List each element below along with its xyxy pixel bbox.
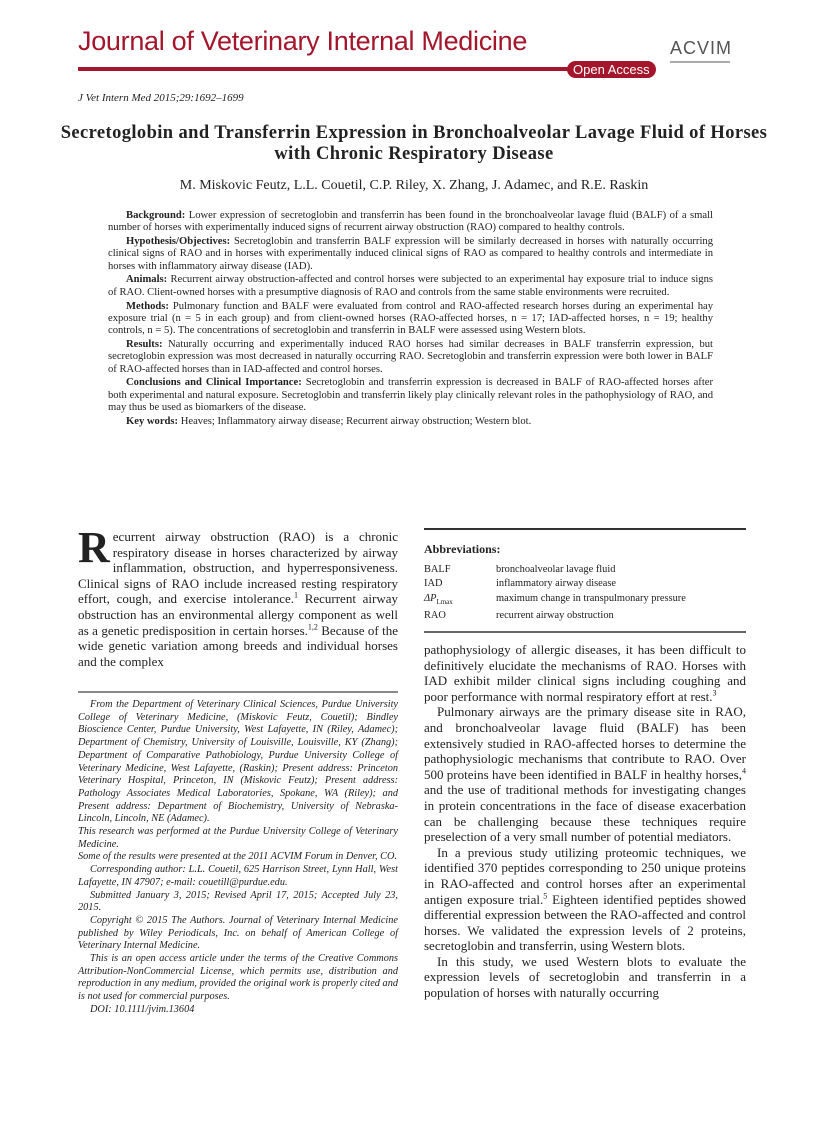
abbreviation: BALF [424, 564, 451, 575]
body-paragraph [424, 642, 746, 704]
paragraph-text: Because of the wide genetic variation among breeds and individual horses and the complex [78, 622, 398, 669]
paragraph-text: pathophysiology of allergic diseases, it has been difficult to definitively elucidate the mechanisms of RAO. Horses with IAD exhibit milder clinical signs including coughing and poor performance with normal respiratory effort at rest. [424, 642, 746, 704]
abbreviation [424, 592, 496, 609]
section-text: Heaves; Inflammatory airway disease; Recurrent airway obstruction; Western blot. [180, 415, 532, 427]
abstract-conclusions [108, 377, 713, 414]
definition: recurrent airway obstruction [496, 609, 614, 621]
section-label: Animals: [126, 274, 168, 286]
abstract-hypothesis [108, 236, 713, 273]
reference[interactable]: 5 [543, 891, 548, 901]
drop-cap: R [78, 523, 110, 572]
reference[interactable]: 3 [712, 688, 717, 698]
abstract-methods [108, 301, 713, 338]
section-label: Conclusions and Clinical Importance: [126, 377, 302, 389]
body-right-column [424, 642, 746, 1001]
footnote-presentation: Some of the results were presented at the 2011 ACVIM Forum in Denver, CO. [78, 851, 398, 863]
paragraph-text: Recurrent airway obstruction has an environmental allergy component as well as a genetic predisposition in certain horses. [78, 591, 398, 638]
citation: J Vet Intern Med 2015;29:1692–1699 [78, 92, 244, 104]
section-text: Lower expression of secretoglobin and transferrin has been found in the bronchoalveolar lavage fluid (BALF) of a small number of horses with experimentally induced signs of recurrent airway obstruction (RAO) compared to healthy controls. [108, 210, 713, 234]
reference[interactable]: 4 [742, 766, 746, 776]
paragraph-text: Pulmonary airways are the primary disease site in RAO, and bronchoalveolar lavage fluid (BALF) has been extensively studied in RAO-affected horses to determine the pathophysiologic mechanisms that contribute to RAO. Over 500 proteins have been identified in BALF in healthy horses, [424, 704, 746, 782]
paragraph-text: Eighteen identified peptides showed differential expression between the RAO-affected and control horses. We validated the expression levels of 2 proteins, secretoglobin and transferrin, using Western blots. [424, 891, 746, 954]
abbreviation-row [424, 577, 746, 591]
abstract-animals [108, 274, 713, 299]
abstract [108, 210, 713, 430]
footnote-copyright: Copyright © 2015 The Authors. Journal of Veterinary Internal Medicine published by Wiley Periodicals, Inc. on behalf of American College of Veterinary Internal Medicine. [78, 914, 398, 952]
section-label: Results: [126, 338, 163, 350]
section-label: Hypothesis/Objectives: [126, 236, 231, 248]
section-label: Key words: [126, 415, 179, 427]
section-text: Secretoglobin and transferrin BALF expression will be similarly decreased in horses with naturally occurring clinical signs of RAO and in horses with experimentally induced clinical signs of RAO as compared to healthy controls and intermediate in horses with inflammatory airway disease (IAD). [108, 236, 713, 272]
abstract-keywords [108, 416, 713, 428]
definition: inflammatory airway disease [496, 578, 617, 590]
section-label: Background: [126, 210, 186, 221]
footnote-corresponding: Corresponding author: L.L. Couetil, 625 Harrison Street, Lynn Hall, West Lafayette, IN 47907; e-mail: couetill@purdue.edu. [78, 864, 398, 888]
body-left-column [78, 523, 398, 669]
reference[interactable]: 1,2 [307, 622, 318, 632]
section-text: Naturally occurring and experimentally induced RAO horses had similar decreases in BALF transferrin expression, but secretoglobin expression was most decreased in naturally occurring RAO. Secretoglobin and transferrin expression were both lower in BALF of RAO-affected horses than in IAD-affected and control horses. [108, 338, 713, 375]
section-label: Methods: [126, 300, 169, 312]
abbreviation-row [424, 563, 746, 577]
abbreviation-row [424, 609, 746, 623]
footnote-research-site: This research was performed at the Purdue University College of Veterinary Medicine. [78, 826, 398, 850]
body-paragraph [424, 845, 746, 954]
abbreviation: IAD [424, 578, 443, 590]
journal-name: Journal of Veterinary Internal Medicine [78, 26, 528, 56]
abbreviation: RAO [424, 609, 446, 621]
section-text: Recurrent airway obstruction-affected and control horses were subjected to an experimental hay exposure trial to induce signs of RAO. Client-owned horses with a presumptive diagnosis of RAO and controls from the same stable environments were recruited. [108, 274, 713, 298]
acvim-logo-tagline [670, 61, 730, 63]
header-rule [78, 67, 568, 71]
paragraph-text: ecurrent airway obstruction (RAO) is a chronic respiratory disease in horses characterized by airway inflammation, obstruction, and hyperresponsiveness. Clinical signs of RAO include increased resting respiratory effort, cough, and exercise intolerance. [78, 529, 398, 607]
body-paragraph [424, 954, 746, 1001]
footnote-affiliations: From the Department of Veterinary Clinical Sciences, Purdue University College of Veterinary Medicine, (Miskovic Feutz, Couetil); Bindley Bioscience Center, Purdue University, West Lafayette, IN (Riley, Adamec); Department of Chemistry, University of Louisville, Louisville, KY (Zhang); Department of Comparative Pathobiology, Purdue University College of Veterinary Medicine, West Lafayette, (Raskin); Present address: Princeton Veterinary Hospital, Princeton, IN (Miskovic Feutz); Present address: Pathology Associates Medical Laboratories, Spokane, WA (Riley); and Present address: Department of Biochemistry, University of Nebraska-Lincoln, Lincoln, NE (Adamec). [78, 699, 398, 825]
footnote-divider [78, 691, 398, 693]
reference[interactable]: 1 [294, 591, 298, 601]
footnote-dates: Submitted January 3, 2015; Revised April 17, 2015; Accepted July 23, 2015. [78, 889, 398, 914]
abstract-results [108, 339, 713, 376]
abbreviations-heading: Abbreviations: [424, 542, 501, 556]
paragraph-text: and the use of traditional methods for investigating changes in protein concentrations in the face of disease exacerbation can be challenging because these techniques require preselection of a very small number of potential mediators. [424, 782, 746, 845]
body-paragraph [424, 704, 746, 844]
abbreviation-subscript: Lmax [436, 597, 453, 606]
section-text: Secretoglobin and transferrin expression is decreased in BALF of RAO-affected horses after both experimental and natural exposure. Secretoglobin and transferrin likely play clinically relevant roles in the pathophysiology of RAO, and may thus be used as biomarkers of the disease. [108, 377, 713, 413]
article-title: Secretoglobin and Transferrin Expression in Bronchoalveolar Lavage Fluid of Horses with Chronic Respiratory Disease [60, 123, 768, 164]
acvim-logo: ACVIM [670, 38, 733, 58]
intro-paragraph [78, 523, 398, 669]
definition: maximum change in transpulmonary pressure [496, 592, 686, 604]
paragraph-text: In this study, we used Western blots to evaluate the expression levels of secretoglobin and transferrin in a population of horses with naturally occurring [424, 953, 746, 1001]
footnote-license: This is an open access article under the terms of the Creative Commons Attribution-NonCommercial License, which permits use, distribution and reproduction in any medium, provided the original work is properly cited and is not used for commercial purposes. [78, 953, 398, 1003]
definition: bronchoalveolar lavage fluid [496, 564, 616, 575]
abbreviation-symbol: ΔP [424, 592, 437, 604]
abstract-background [108, 210, 713, 235]
footnote-doi[interactable]: DOI: 10.1111/jvim.13604 [90, 1003, 195, 1015]
paragraph-text: In a previous study utilizing proteomic techniques, we identified 370 peptides corresponding to 250 unique proteins in RAO-affected and control horses after an experimental antigen exposure trial. [424, 844, 746, 907]
section-text: Pulmonary function and BALF were evaluated from control and RAO-affected research horses during an experimental hay exposure trial (n = 5 in each group) and from client-owned horses (RAO-affected horses, n = 17; IAD-affected horses, n = 19; healthy controls, n = 5). The concentrations of secretoglobin and transferrin in BALF were assessed using Western blots. [108, 300, 713, 337]
open-access-badge: Open Access [567, 61, 656, 78]
footnotes [78, 699, 398, 1017]
abbreviations-box [424, 528, 746, 633]
abbreviation-row [424, 592, 746, 609]
author-list: M. Miskovic Feutz, L.L. Couetil, C.P. Riley, X. Zhang, J. Adamec, and R.E. Raskin [179, 178, 649, 193]
